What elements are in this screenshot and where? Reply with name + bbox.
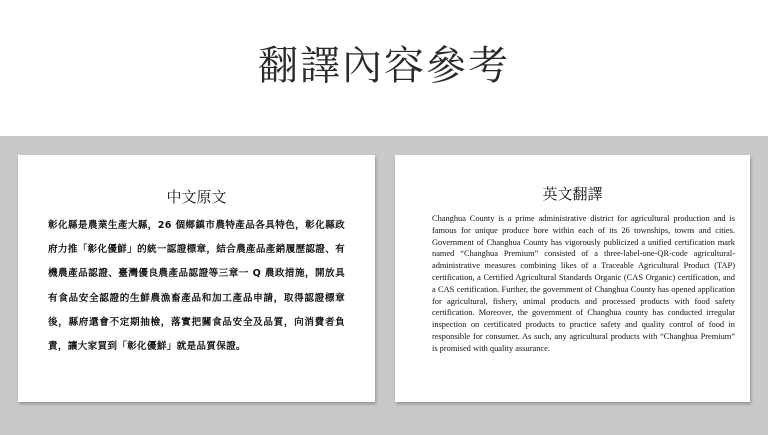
- english-document-page: [395, 155, 750, 402]
- chinese-document-heading: 中文原文: [166, 188, 227, 206]
- english-document-heading: 英文翻譯: [542, 185, 603, 203]
- chinese-document-page: [18, 155, 375, 402]
- english-document-body: Changhua County is a prime administrative district for agricultural production and is famous for unique produce bore within each of its 26 townships, towns and cities. Government of Changhua County has vigorously publicized a unified certification mark named “Changhua Premium” consisted of a three-label-one-QR-code agricultural-administrative measures combining likes of a Traceable Agricultural Product (TAP) certification, a Certified Agricultural Standards Organic (CAS Organic) certification, and a CAS certification. Further, the government of Changhua County has opened application for agricultural, fishery, animal products and processed products with food safety certification. Moreover, the government of Changhua county has conducted irregular inspection on certificated products to practice safety and quality control of food in responsible for consumer. As such, any agricultural products with “Changhua Premium” is promised with quality assurance.: [432, 214, 735, 353]
- slide-title: 翻譯內容參考: [258, 43, 510, 89]
- chinese-document-body: 彰化縣是農業生產大縣，26 個鄉鎮市農特產品各具特色，彰化縣政府力推「彰化優鮮」的統一認證標章，結合農產品產銷履歷認證、有機農產品認證、臺灣優良農產品認證等三章一 Q 農政措施，開放具有食品安全認證的生鮮農漁畜產品和加工產品申請，取得認證標章後，縣府還會不定期抽檢，落實把關食品安全及品質，向消費者負責，讓大家買到「彰化優鮮」就是品質保證。: [48, 220, 345, 353]
